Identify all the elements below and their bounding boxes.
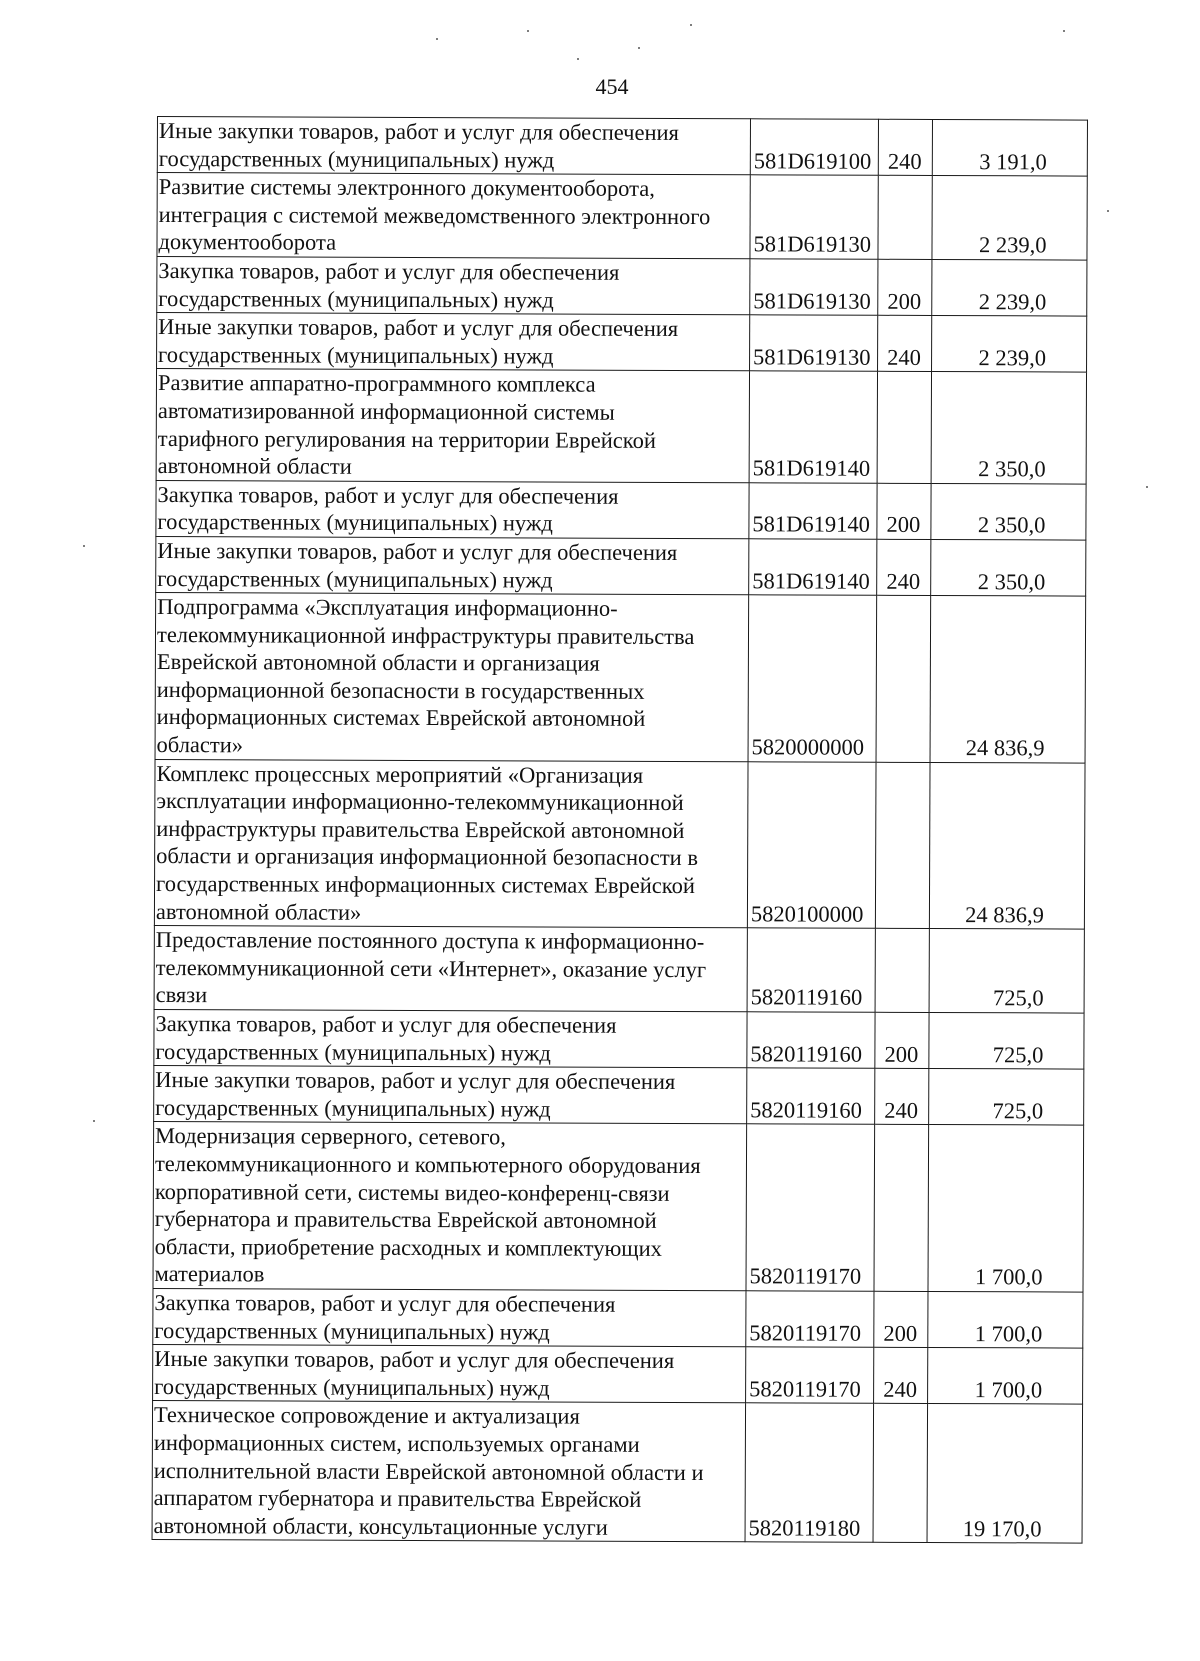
amount-cell: 1 700,0: [928, 1291, 1083, 1348]
amount-cell: 19 170,0: [927, 1404, 1083, 1544]
expense-type-code-cell: [875, 762, 930, 929]
table-row: [156, 480, 1086, 540]
target-article-code-cell: 5820119170: [746, 1347, 874, 1404]
scan-speck: [527, 30, 529, 32]
amount-cell: 2 239,0: [932, 316, 1087, 373]
table-row: [153, 1345, 1083, 1405]
amount-cell: 24 836,9: [930, 596, 1086, 763]
target-article-code-cell: 5820119180: [745, 1403, 874, 1542]
table-row: [157, 256, 1087, 316]
row-name-cell: Иные закупки товаров, работ и услуг для обеспечения государственных (муниципальных) нужд: [156, 536, 749, 594]
row-name-cell: Предоставление постоянного доступа к информационно- телекоммуникационной сети «Интернет», оказание услуг связи: [154, 926, 747, 1012]
page-number: 454: [595, 74, 629, 99]
expense-type-code-cell: [876, 595, 931, 762]
amount-cell: 2 239,0: [932, 176, 1087, 260]
row-name-cell: Комплекс процессных мероприятий «Организация эксплуатации информационно-телекоммуникационной инфраструктуры правительства Еврейской автономной области и организация информационной безопасности в государственных информационных системах Еврейской автономной области»: [154, 759, 748, 928]
amount-cell: 725,0: [929, 929, 1084, 1013]
target-article-code-cell: 581D619100: [750, 119, 878, 176]
scan-speck: [436, 38, 438, 40]
table-row: [153, 1122, 1084, 1292]
row-name-cell: Закупка товаров, работ и услуг для обеспечения государственных (муниципальных) нужд: [154, 1009, 747, 1067]
expense-type-code-cell: 240: [877, 539, 931, 595]
amount-cell: 1 700,0: [928, 1348, 1083, 1405]
amount-cell: 725,0: [929, 1012, 1084, 1069]
row-name-cell: Модернизация серверного, сетевого, телекоммуникационного и компьютерного оборудования корпоративной сети, системы видео-конференц-связи губернатора и правительства Еврейской автономной области, приобретение расходных и комплектующих материалов: [153, 1122, 747, 1291]
target-article-code-cell: 581D619130: [750, 175, 878, 259]
table-row: [154, 759, 1085, 929]
scan-speck: [1063, 30, 1065, 32]
target-article-code-cell: 581D619140: [749, 371, 877, 483]
table-row: [154, 1066, 1084, 1126]
amount-cell: 3 191,0: [932, 119, 1087, 176]
expense-type-code-cell: 200: [874, 1291, 928, 1347]
target-article-code-cell: 5820119160: [747, 1012, 875, 1069]
table-row: [154, 1009, 1084, 1069]
scan-speck: [690, 24, 692, 26]
scan-speck: [577, 58, 579, 60]
amount-cell: 2 350,0: [931, 372, 1086, 484]
table-row: [156, 536, 1086, 596]
table-row: [157, 313, 1087, 373]
row-name-cell: Развитие системы электронного документооборота, интеграция с системой межведомственного электронного документооборота: [157, 173, 750, 259]
target-article-code-cell: 5820119170: [746, 1124, 875, 1291]
expense-type-code-cell: 200: [875, 1012, 929, 1068]
expense-type-code-cell: 240: [874, 1347, 928, 1403]
target-article-code-cell: 581D619130: [750, 315, 878, 372]
target-article-code-cell: 581D619140: [749, 539, 877, 596]
table-row: [152, 1401, 1083, 1544]
row-name-cell: Иные закупки товаров, работ и услуг для обеспечения государственных (муниципальных) нужд: [154, 1066, 747, 1124]
amount-cell: 2 350,0: [931, 539, 1086, 596]
table-row: [154, 926, 1084, 1013]
expense-type-code-cell: [878, 175, 932, 259]
row-name-cell: Подпрограмма «Эксплуатация информационно- телекоммуникационной инфраструктуры правительства Еврейской автономной области и организация информационной безопасности в государственных информационных системах Еврейской автономной области»: [155, 593, 749, 762]
row-name-cell: Закупка товаров, работ и услуг для обеспечения государственных (муниципальных) нужд: [157, 256, 750, 314]
amount-cell: 2 239,0: [932, 259, 1087, 316]
target-article-code-cell: 5820119170: [746, 1291, 874, 1348]
target-article-code-cell: 5820119160: [747, 1068, 875, 1125]
row-name-cell: Техническое сопровождение и актуализация информационных систем, используемых органами исполнительной власти Еврейской автономной области и аппаратом губернатора и правительства Еврейской автономной области, консультационные услуги: [152, 1401, 746, 1542]
scan-speck: [1146, 486, 1148, 488]
expense-type-code-cell: 240: [878, 315, 932, 371]
amount-cell: 725,0: [929, 1069, 1084, 1126]
amount-cell: 1 700,0: [928, 1125, 1084, 1292]
expense-type-code-cell: [873, 1404, 928, 1543]
expense-type-code-cell: 240: [875, 1068, 929, 1124]
table-row: [155, 593, 1086, 763]
expense-type-code-cell: 240: [878, 119, 932, 175]
table-row: [153, 1288, 1083, 1348]
expense-type-code-cell: [874, 1125, 929, 1292]
row-name-cell: Развитие аппаратно-программного комплекса автоматизированной информационной системы тарифного регулирования на территории Еврейской автономной области: [156, 369, 749, 483]
table-row: [157, 173, 1087, 260]
table-row: [157, 117, 1087, 177]
scan-speck: [1107, 210, 1109, 212]
row-name-cell: Закупка товаров, работ и услуг для обеспечения государственных (муниципальных) нужд: [153, 1288, 746, 1346]
scan-speck: [93, 1120, 95, 1122]
scan-speck: [83, 545, 85, 547]
row-name-cell: Иные закупки товаров, работ и услуг для обеспечения государственных (муниципальных) нужд: [157, 117, 750, 175]
row-name-cell: Иные закупки товаров, работ и услуг для обеспечения государственных (муниципальных) нужд: [153, 1345, 746, 1403]
expense-type-code-cell: [877, 372, 931, 484]
amount-cell: 2 350,0: [931, 483, 1086, 540]
row-name-cell: Закупка товаров, работ и услуг для обеспечения государственных (муниципальных) нужд: [156, 480, 749, 538]
target-article-code-cell: 581D619140: [749, 482, 877, 539]
target-article-code-cell: 5820119160: [747, 928, 875, 1012]
budget-table-body: [152, 117, 1087, 1544]
expense-type-code-cell: 200: [878, 259, 932, 315]
target-article-code-cell: 5820100000: [747, 761, 876, 928]
budget-table: [152, 116, 1088, 1544]
table-row: [156, 369, 1086, 484]
target-article-code-cell: 581D619130: [750, 259, 878, 316]
amount-cell: 24 836,9: [929, 762, 1085, 929]
scan-speck: [638, 47, 640, 49]
target-article-code-cell: 5820000000: [748, 595, 877, 762]
expense-type-code-cell: 200: [877, 483, 931, 539]
row-name-cell: Иные закупки товаров, работ и услуг для обеспечения государственных (муниципальных) нужд: [157, 313, 750, 371]
expense-type-code-cell: [875, 928, 929, 1012]
